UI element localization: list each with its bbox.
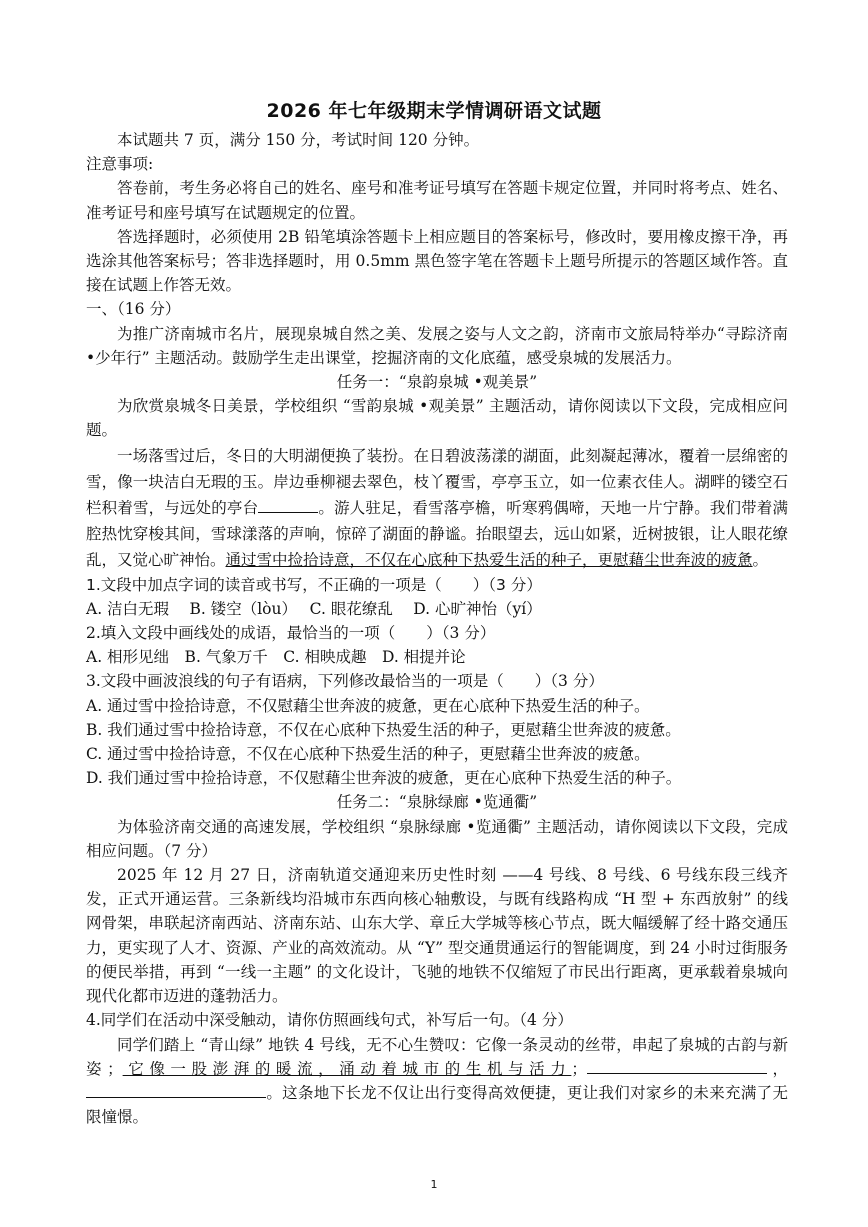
passage-1-part-a: 一场落雪过后，冬日的大明湖便换了装扮。在日碧波荡漾的湖面，此刻凝起薄冰，覆着一层绵密的雪，像一块洁白无: [86, 446, 788, 491]
task-2-title: 任务二：“泉脉绿廊 •览通衢”: [336, 793, 538, 812]
question-3-option-a: A. 通过雪中捡拾诗意，不仅慰藉尘世奔波的疲惫，更在心底种下热爱生活的种子。: [86, 696, 650, 715]
task-1-intro: 为欣赏泉城冬日美景，学校组织 “雪韵泉城 •观美景” 主题活动，请你阅读以下文段，完成相应问题。: [86, 397, 788, 440]
wavy-sentence: 通过雪中捡拾诗意，不仅在心底种下热爱生活的种子，更慰藉尘世奔波的疲惫: [225, 550, 753, 569]
section-intro: 为推广济南城市名片，展现泉城自然之美、发展之姿与人文之韵，济南市文旅局特举办“寻踪济南 •少年行” 主题活动。鼓励学生走出课堂，挖掘济南的文化底蕴，感受泉城的发展活力。: [86, 324, 788, 367]
answer-blank-1[interactable]: [587, 1057, 767, 1074]
section-heading: 一、（16 分）: [86, 300, 181, 319]
question-1: [86, 573, 788, 597]
question-4: 4.同学们在活动中深受触动，请你仿照画线句式，补写后一句。（4 分）: [86, 1011, 573, 1030]
question-3-option-c: C. 通过雪中捡拾诗意，不仅在心底种下热爱生活的种子，更慰藉尘世奔波的疲惫。: [86, 745, 650, 764]
q4-underlined: 它像一股澎湃的暖流，涌动着城市的生机与活力: [122, 1059, 572, 1078]
question-3-option-b: B. 我们通过雪中捡拾诗意，不仅在心底种下热爱生活的种子，更慰藉尘世奔波的疲惫。: [86, 720, 681, 739]
answer-blank-2[interactable]: [86, 1081, 266, 1098]
passage-2: 2025 年 12 月 27 日，济南轨道交通迎来历史性时刻 ——4 号线、8 号线、6 号线东段三线齐发，正式开通运营。三条新线均沿城市东西向核心轴敷设，与既有线路构成 “H 型 + 东西放射” 的线网骨架，串联起济南西站、济南东站、山东大学、章丘大学城等核心节点，既大幅缓解了经十路交通压力，更实现了人才、资源、产业的高效流动。从 “Y” 型交通贯通运行的智能调度，到 24 小时过街服务的便民举措，再到 “一线一主题” 的文化设计，飞驰的地铁不仅缩短了市民出行距离，更承载着泉城向现代化都市迈进的蓬勃活力。: [86, 866, 788, 1006]
task-1-title: 任务一：“泉韵泉城 •观美景”: [336, 373, 538, 392]
question-4-text: [86, 1033, 788, 1130]
notice-item-2: 答选择题时，必须使用 2B 铅笔填涂答题卡上相应题目的答案标号，修改时，要用橡皮擦干净，再选涂其他答案标号；答非选择题时，用 0.5mm 黑色签字笔在答题卡上题号所提示的答题区域作答。直接在试题上作答无效。: [86, 227, 788, 295]
passage-1-end: 。: [752, 550, 769, 569]
task-2-intro: 为体验济南交通的高速发展，学校组织 “泉脉绿廊 •览通衢” 主题活动，请你阅读以下文段，完成相应问题。（7 分）: [86, 817, 788, 860]
question-3-option-d: D. 我们通过雪中捡拾诗意，不仅慰藉尘世奔波的疲惫，更在心底种下热爱生活的种子。: [86, 769, 682, 788]
notice-heading: 注意事项:: [86, 155, 154, 174]
notice-item-1: 答卷前，考生务必将自己的姓名、座号和准考证号填写在答题卡规定位置，并同时将考点、姓名、准考证号和座号填写在试题规定的位置。: [86, 179, 788, 222]
question-3: 3.文段中画波浪线的句子有语病，下列修改最恰当的一项是（ ）（3 分）: [86, 672, 604, 691]
q4-part-c: 。这条地下长龙不仅让出行变得高效便捷，更让我们对家乡的未来充满了无限憧憬。: [86, 1083, 788, 1127]
q4-part-a: 同学们踏上 “青山绿” 地铁 4 号线，无不心生赞叹：它像一条灵动的丝带，串起了泉城的古韵与新姿；: [86, 1035, 788, 1078]
idiom-blank: [258, 496, 318, 513]
passage-1-part-c: 。游人驻足，看雪落亭檐，听寒鸦偶啼，天地一片宁静。我们带着满腔热忱穿梭其间，雪球漾落的声响，惊碎了湖面的静谧。抬眼望去，远山如紧，近树披银，让人眼花缭乱，又觉心旷神怡。: [86, 498, 788, 569]
question-1-options: A. 洁白无瑕 B. 镂空（lòu） C. 眼花缭乱 D. 心旷神怡（yí）: [86, 599, 542, 618]
page-title: 2026 年七年级期末学情调研语文试题: [266, 100, 602, 122]
exam-body: [86, 128, 788, 1129]
passage-1: [86, 443, 788, 573]
exam-intro: 本试题共 7 页，满分 150 分，考试时间 120 分钟。: [117, 131, 480, 149]
question-2: 2.填入文段中画线处的成语，最恰当的一项（ ）（3 分）: [86, 624, 496, 643]
question-2-options: A. 相形见绌 B. 气象万千 C. 相映成趣 D. 相提并论: [86, 648, 466, 667]
passage-1-part-b: 的玉。岸边垂柳褪去翠色，枝丫覆雪，亭亭玉立，如一位素衣佳人。湖畔的镂空石栏积着雪，与远处的亭台: [86, 472, 788, 517]
question-1-text: 1.文段中加点字词的读音或书写，不正确的一项是（ ）（3 分）: [86, 575, 542, 594]
dotted-char: 瑕: [210, 472, 227, 491]
q4-separator: ，: [766, 1059, 788, 1078]
page-number: 1: [430, 1178, 438, 1191]
q4-part-b: ；: [571, 1059, 587, 1078]
